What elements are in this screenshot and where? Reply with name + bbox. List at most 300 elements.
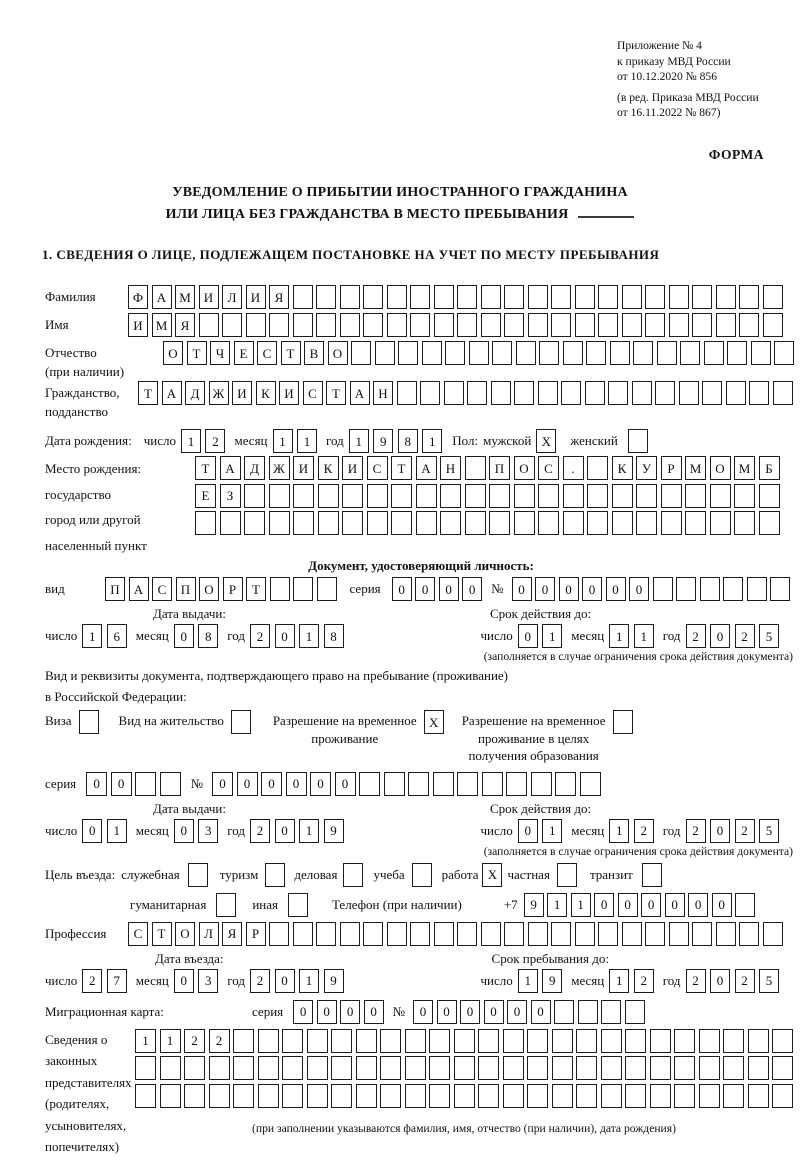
char-cell[interactable]: 9 xyxy=(542,969,562,993)
char-cell[interactable]: О xyxy=(163,341,183,365)
char-cell[interactable] xyxy=(772,1056,793,1080)
char-cell[interactable]: И xyxy=(246,285,266,309)
char-cell[interactable] xyxy=(318,511,339,535)
char-cell[interactable]: X xyxy=(482,863,502,887)
char-cell[interactable] xyxy=(481,313,501,337)
char-cell[interactable] xyxy=(727,341,747,365)
char-cell[interactable] xyxy=(318,484,339,508)
char-cell[interactable] xyxy=(489,511,510,535)
char-cell[interactable] xyxy=(612,511,633,535)
char-cell[interactable]: И xyxy=(279,381,299,405)
char-cell[interactable] xyxy=(587,456,608,480)
char-cell[interactable]: 0 xyxy=(535,577,555,601)
char-cell[interactable] xyxy=(351,341,371,365)
char-cell[interactable]: 0 xyxy=(86,772,107,796)
char-cell[interactable] xyxy=(650,1056,671,1080)
char-cell[interactable]: 0 xyxy=(261,772,282,796)
char-cell[interactable]: 1 xyxy=(299,819,319,843)
char-cell[interactable]: С xyxy=(128,922,148,946)
char-cell[interactable]: 0 xyxy=(364,1000,384,1024)
char-cell[interactable]: 1 xyxy=(547,893,567,917)
char-cell[interactable]: 2 xyxy=(735,819,755,843)
char-cell[interactable] xyxy=(692,922,712,946)
char-cell[interactable]: П xyxy=(105,577,125,601)
char-cell[interactable] xyxy=(554,1000,574,1024)
char-cell[interactable] xyxy=(555,772,576,796)
char-cell[interactable] xyxy=(340,313,360,337)
char-cell[interactable]: А xyxy=(129,577,149,601)
char-cell[interactable] xyxy=(288,893,308,917)
char-cell[interactable] xyxy=(363,313,383,337)
char-cell[interactable] xyxy=(216,893,236,917)
char-cell[interactable]: А xyxy=(350,381,370,405)
char-cell[interactable] xyxy=(625,1056,646,1080)
char-cell[interactable] xyxy=(739,313,759,337)
char-cell[interactable] xyxy=(576,1084,597,1108)
char-cell[interactable] xyxy=(723,1029,744,1053)
char-cell[interactable]: 0 xyxy=(710,819,730,843)
char-cell[interactable] xyxy=(265,863,285,887)
char-cell[interactable] xyxy=(444,381,464,405)
char-cell[interactable]: А xyxy=(416,456,437,480)
char-cell[interactable] xyxy=(563,341,583,365)
char-cell[interactable] xyxy=(575,285,595,309)
char-cell[interactable]: 1 xyxy=(181,429,201,453)
char-cell[interactable]: Я xyxy=(269,285,289,309)
char-cell[interactable] xyxy=(307,1084,328,1108)
char-cell[interactable] xyxy=(685,511,706,535)
char-cell[interactable] xyxy=(585,381,605,405)
char-cell[interactable] xyxy=(538,511,559,535)
char-cell[interactable]: П xyxy=(489,456,510,480)
char-cell[interactable]: 0 xyxy=(340,1000,360,1024)
char-cell[interactable] xyxy=(661,511,682,535)
char-cell[interactable] xyxy=(734,484,755,508)
char-cell[interactable] xyxy=(514,381,534,405)
char-cell[interactable] xyxy=(561,381,581,405)
char-cell[interactable] xyxy=(454,1056,475,1080)
char-cell[interactable] xyxy=(636,484,657,508)
char-cell[interactable] xyxy=(316,285,336,309)
char-cell[interactable] xyxy=(655,381,675,405)
char-cell[interactable] xyxy=(359,772,380,796)
char-cell[interactable] xyxy=(434,285,454,309)
char-cell[interactable]: 0 xyxy=(594,893,614,917)
char-cell[interactable]: 1 xyxy=(297,429,317,453)
char-cell[interactable] xyxy=(282,1029,303,1053)
char-cell[interactable] xyxy=(356,1056,377,1080)
char-cell[interactable]: 0 xyxy=(629,577,649,601)
char-cell[interactable] xyxy=(676,577,696,601)
char-cell[interactable] xyxy=(429,1084,450,1108)
char-cell[interactable] xyxy=(710,511,731,535)
char-cell[interactable] xyxy=(674,1029,695,1053)
char-cell[interactable]: 0 xyxy=(531,1000,551,1024)
char-cell[interactable] xyxy=(405,1084,426,1108)
char-cell[interactable] xyxy=(269,511,290,535)
char-cell[interactable] xyxy=(269,922,289,946)
char-cell[interactable]: 0 xyxy=(712,893,732,917)
char-cell[interactable] xyxy=(160,772,181,796)
char-cell[interactable] xyxy=(363,285,383,309)
char-cell[interactable]: 1 xyxy=(160,1029,181,1053)
char-cell[interactable] xyxy=(209,1084,230,1108)
char-cell[interactable] xyxy=(773,381,793,405)
char-cell[interactable] xyxy=(457,313,477,337)
char-cell[interactable] xyxy=(674,1084,695,1108)
char-cell[interactable]: 0 xyxy=(212,772,233,796)
char-cell[interactable] xyxy=(514,511,535,535)
char-cell[interactable]: 2 xyxy=(82,969,102,993)
char-cell[interactable]: О xyxy=(328,341,348,365)
char-cell[interactable] xyxy=(416,484,437,508)
char-cell[interactable] xyxy=(576,1029,597,1053)
char-cell[interactable]: 2 xyxy=(686,969,706,993)
char-cell[interactable]: 2 xyxy=(184,1029,205,1053)
char-cell[interactable]: 9 xyxy=(324,819,344,843)
char-cell[interactable] xyxy=(293,577,313,601)
char-cell[interactable]: Я xyxy=(222,922,242,946)
char-cell[interactable] xyxy=(222,313,242,337)
char-cell[interactable] xyxy=(772,1084,793,1108)
char-cell[interactable] xyxy=(763,922,783,946)
char-cell[interactable]: Т xyxy=(187,341,207,365)
char-cell[interactable]: М xyxy=(175,285,195,309)
char-cell[interactable] xyxy=(587,511,608,535)
char-cell[interactable] xyxy=(420,381,440,405)
char-cell[interactable] xyxy=(482,772,503,796)
char-cell[interactable] xyxy=(716,313,736,337)
char-cell[interactable]: 0 xyxy=(82,819,102,843)
char-cell[interactable] xyxy=(723,1084,744,1108)
char-cell[interactable] xyxy=(748,1084,769,1108)
char-cell[interactable] xyxy=(763,313,783,337)
char-cell[interactable] xyxy=(293,313,313,337)
char-cell[interactable] xyxy=(503,1029,524,1053)
char-cell[interactable]: 1 xyxy=(135,1029,156,1053)
char-cell[interactable]: 0 xyxy=(392,577,412,601)
char-cell[interactable] xyxy=(625,1000,645,1024)
char-cell[interactable]: 0 xyxy=(507,1000,527,1024)
char-cell[interactable] xyxy=(645,922,665,946)
char-cell[interactable]: 2 xyxy=(634,819,654,843)
char-cell[interactable]: Ж xyxy=(209,381,229,405)
char-cell[interactable] xyxy=(342,511,363,535)
char-cell[interactable]: 2 xyxy=(735,969,755,993)
char-cell[interactable] xyxy=(454,1029,475,1053)
char-cell[interactable] xyxy=(340,922,360,946)
char-cell[interactable] xyxy=(601,1000,621,1024)
char-cell[interactable] xyxy=(503,1084,524,1108)
char-cell[interactable] xyxy=(527,1029,548,1053)
char-cell[interactable]: О xyxy=(199,577,219,601)
char-cell[interactable]: З xyxy=(220,484,241,508)
char-cell[interactable]: 0 xyxy=(437,1000,457,1024)
char-cell[interactable] xyxy=(563,511,584,535)
char-cell[interactable]: Т xyxy=(152,922,172,946)
char-cell[interactable] xyxy=(598,313,618,337)
char-cell[interactable] xyxy=(478,1056,499,1080)
char-cell[interactable]: 8 xyxy=(398,429,418,453)
char-cell[interactable] xyxy=(704,341,724,365)
char-cell[interactable] xyxy=(632,381,652,405)
char-cell[interactable] xyxy=(653,577,673,601)
char-cell[interactable]: 9 xyxy=(324,969,344,993)
char-cell[interactable] xyxy=(657,341,677,365)
char-cell[interactable] xyxy=(734,511,755,535)
char-cell[interactable] xyxy=(405,1029,426,1053)
char-cell[interactable]: 0 xyxy=(317,1000,337,1024)
char-cell[interactable] xyxy=(749,381,769,405)
char-cell[interactable] xyxy=(531,772,552,796)
char-cell[interactable] xyxy=(759,484,780,508)
char-cell[interactable]: 0 xyxy=(618,893,638,917)
char-cell[interactable]: 0 xyxy=(439,577,459,601)
char-cell[interactable] xyxy=(622,313,642,337)
char-cell[interactable] xyxy=(504,285,524,309)
char-cell[interactable] xyxy=(422,341,442,365)
char-cell[interactable] xyxy=(661,484,682,508)
char-cell[interactable] xyxy=(680,341,700,365)
char-cell[interactable] xyxy=(527,1084,548,1108)
char-cell[interactable] xyxy=(751,341,771,365)
char-cell[interactable] xyxy=(710,484,731,508)
char-cell[interactable] xyxy=(551,922,571,946)
char-cell[interactable] xyxy=(492,341,512,365)
char-cell[interactable]: К xyxy=(612,456,633,480)
char-cell[interactable]: 0 xyxy=(665,893,685,917)
char-cell[interactable] xyxy=(491,381,511,405)
char-cell[interactable] xyxy=(188,863,208,887)
char-cell[interactable] xyxy=(317,577,337,601)
char-cell[interactable] xyxy=(578,1000,598,1024)
char-cell[interactable] xyxy=(135,1084,156,1108)
char-cell[interactable] xyxy=(293,922,313,946)
char-cell[interactable]: С xyxy=(303,381,323,405)
char-cell[interactable]: О xyxy=(514,456,535,480)
char-cell[interactable] xyxy=(610,341,630,365)
char-cell[interactable] xyxy=(220,511,241,535)
char-cell[interactable] xyxy=(735,893,755,917)
char-cell[interactable] xyxy=(685,484,706,508)
char-cell[interactable]: Т xyxy=(326,381,346,405)
char-cell[interactable] xyxy=(642,863,662,887)
char-cell[interactable]: 2 xyxy=(209,1029,230,1053)
char-cell[interactable] xyxy=(478,1084,499,1108)
char-cell[interactable] xyxy=(269,313,289,337)
char-cell[interactable] xyxy=(575,313,595,337)
char-cell[interactable]: 0 xyxy=(275,819,295,843)
char-cell[interactable]: 1 xyxy=(107,819,127,843)
char-cell[interactable] xyxy=(669,313,689,337)
char-cell[interactable] xyxy=(269,484,290,508)
char-cell[interactable]: К xyxy=(318,456,339,480)
char-cell[interactable] xyxy=(551,313,571,337)
char-cell[interactable]: X xyxy=(536,429,556,453)
char-cell[interactable] xyxy=(135,1056,156,1080)
char-cell[interactable] xyxy=(258,1056,279,1080)
char-cell[interactable]: 6 xyxy=(107,624,127,648)
char-cell[interactable] xyxy=(199,313,219,337)
char-cell[interactable] xyxy=(331,1084,352,1108)
char-cell[interactable] xyxy=(552,1029,573,1053)
char-cell[interactable]: Т xyxy=(138,381,158,405)
char-cell[interactable] xyxy=(387,922,407,946)
char-cell[interactable] xyxy=(270,577,290,601)
char-cell[interactable] xyxy=(231,710,251,734)
char-cell[interactable] xyxy=(516,341,536,365)
char-cell[interactable]: 9 xyxy=(524,893,544,917)
char-cell[interactable] xyxy=(416,511,437,535)
char-cell[interactable] xyxy=(538,484,559,508)
char-cell[interactable]: Т xyxy=(195,456,216,480)
char-cell[interactable]: И xyxy=(342,456,363,480)
char-cell[interactable] xyxy=(650,1084,671,1108)
char-cell[interactable] xyxy=(726,381,746,405)
char-cell[interactable] xyxy=(445,341,465,365)
char-cell[interactable]: X xyxy=(424,710,444,734)
char-cell[interactable]: И xyxy=(293,456,314,480)
char-cell[interactable]: А xyxy=(220,456,241,480)
char-cell[interactable]: Е xyxy=(195,484,216,508)
char-cell[interactable]: 0 xyxy=(460,1000,480,1024)
char-cell[interactable] xyxy=(433,772,454,796)
char-cell[interactable] xyxy=(380,1056,401,1080)
char-cell[interactable] xyxy=(580,772,601,796)
char-cell[interactable] xyxy=(367,511,388,535)
char-cell[interactable]: 5 xyxy=(759,624,779,648)
char-cell[interactable]: 0 xyxy=(710,624,730,648)
char-cell[interactable] xyxy=(380,1029,401,1053)
char-cell[interactable] xyxy=(246,313,266,337)
char-cell[interactable] xyxy=(316,313,336,337)
char-cell[interactable] xyxy=(759,511,780,535)
char-cell[interactable]: 0 xyxy=(310,772,331,796)
char-cell[interactable] xyxy=(282,1084,303,1108)
char-cell[interactable] xyxy=(316,922,336,946)
char-cell[interactable] xyxy=(387,313,407,337)
char-cell[interactable] xyxy=(429,1056,450,1080)
char-cell[interactable]: 0 xyxy=(174,624,194,648)
char-cell[interactable]: 1 xyxy=(609,819,629,843)
char-cell[interactable]: 1 xyxy=(542,819,562,843)
char-cell[interactable]: Т xyxy=(246,577,266,601)
char-cell[interactable] xyxy=(723,1056,744,1080)
char-cell[interactable]: 1 xyxy=(634,624,654,648)
char-cell[interactable] xyxy=(209,1056,230,1080)
char-cell[interactable] xyxy=(408,772,429,796)
char-cell[interactable] xyxy=(674,1056,695,1080)
char-cell[interactable]: 8 xyxy=(198,624,218,648)
char-cell[interactable]: 0 xyxy=(582,577,602,601)
char-cell[interactable]: 0 xyxy=(174,969,194,993)
char-cell[interactable]: 2 xyxy=(250,624,270,648)
char-cell[interactable] xyxy=(454,1084,475,1108)
char-cell[interactable] xyxy=(184,1084,205,1108)
char-cell[interactable] xyxy=(412,863,432,887)
char-cell[interactable]: 1 xyxy=(349,429,369,453)
char-cell[interactable]: Е xyxy=(234,341,254,365)
char-cell[interactable] xyxy=(679,381,699,405)
char-cell[interactable]: И xyxy=(199,285,219,309)
char-cell[interactable] xyxy=(331,1029,352,1053)
char-cell[interactable] xyxy=(391,511,412,535)
char-cell[interactable]: 0 xyxy=(174,819,194,843)
char-cell[interactable] xyxy=(293,511,314,535)
char-cell[interactable]: 1 xyxy=(542,624,562,648)
char-cell[interactable] xyxy=(504,922,524,946)
char-cell[interactable]: 3 xyxy=(198,819,218,843)
char-cell[interactable] xyxy=(410,313,430,337)
char-cell[interactable]: К xyxy=(256,381,276,405)
char-cell[interactable] xyxy=(489,484,510,508)
char-cell[interactable] xyxy=(258,1029,279,1053)
char-cell[interactable]: 1 xyxy=(609,624,629,648)
char-cell[interactable] xyxy=(244,484,265,508)
char-cell[interactable]: Д xyxy=(244,456,265,480)
char-cell[interactable] xyxy=(692,313,712,337)
char-cell[interactable] xyxy=(440,511,461,535)
char-cell[interactable]: 1 xyxy=(609,969,629,993)
char-cell[interactable] xyxy=(774,341,794,365)
char-cell[interactable]: 0 xyxy=(335,772,356,796)
char-cell[interactable] xyxy=(587,484,608,508)
char-cell[interactable]: Ф xyxy=(128,285,148,309)
char-cell[interactable] xyxy=(363,922,383,946)
char-cell[interactable]: И xyxy=(232,381,252,405)
char-cell[interactable] xyxy=(700,577,720,601)
char-cell[interactable]: Ж xyxy=(269,456,290,480)
char-cell[interactable]: Р xyxy=(246,922,266,946)
char-cell[interactable] xyxy=(258,1084,279,1108)
char-cell[interactable] xyxy=(233,1084,254,1108)
char-cell[interactable]: Ч xyxy=(210,341,230,365)
char-cell[interactable]: 2 xyxy=(686,624,706,648)
char-cell[interactable] xyxy=(601,1029,622,1053)
char-cell[interactable] xyxy=(184,1056,205,1080)
char-cell[interactable]: Н xyxy=(440,456,461,480)
char-cell[interactable] xyxy=(233,1029,254,1053)
char-cell[interactable] xyxy=(563,484,584,508)
char-cell[interactable]: 0 xyxy=(518,624,538,648)
char-cell[interactable]: 1 xyxy=(518,969,538,993)
char-cell[interactable]: Л xyxy=(222,285,242,309)
char-cell[interactable] xyxy=(465,484,486,508)
char-cell[interactable] xyxy=(384,772,405,796)
char-cell[interactable]: Д xyxy=(185,381,205,405)
char-cell[interactable] xyxy=(504,313,524,337)
char-cell[interactable] xyxy=(612,484,633,508)
char-cell[interactable]: 2 xyxy=(250,969,270,993)
char-cell[interactable] xyxy=(387,285,407,309)
char-cell[interactable]: 1 xyxy=(273,429,293,453)
char-cell[interactable]: Я xyxy=(175,313,195,337)
char-cell[interactable] xyxy=(613,710,633,734)
char-cell[interactable]: О xyxy=(175,922,195,946)
char-cell[interactable]: 0 xyxy=(512,577,532,601)
char-cell[interactable] xyxy=(650,1029,671,1053)
char-cell[interactable]: Н xyxy=(373,381,393,405)
char-cell[interactable] xyxy=(528,922,548,946)
char-cell[interactable]: Р xyxy=(661,456,682,480)
char-cell[interactable] xyxy=(503,1056,524,1080)
char-cell[interactable]: С xyxy=(152,577,172,601)
char-cell[interactable] xyxy=(633,341,653,365)
char-cell[interactable]: 0 xyxy=(559,577,579,601)
char-cell[interactable] xyxy=(343,863,363,887)
char-cell[interactable] xyxy=(457,285,477,309)
char-cell[interactable] xyxy=(586,341,606,365)
